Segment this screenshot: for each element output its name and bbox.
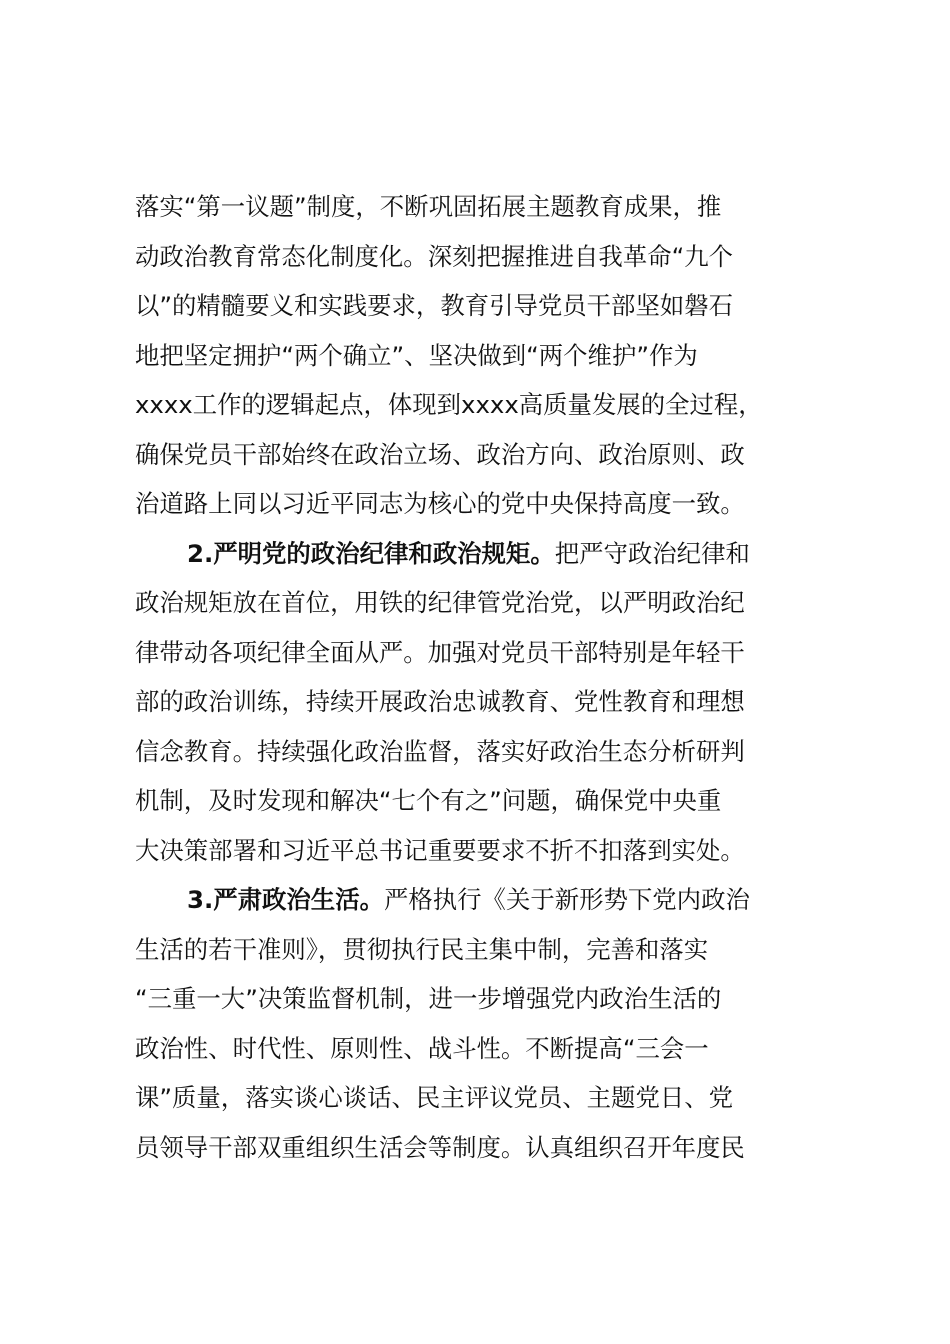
- section-2-lead-text: 把严守政治纪律和: [554, 538, 750, 568]
- body-line: 地把坚定拥护“两个确立”、坚决做到“两个维护”作为: [135, 340, 698, 370]
- body-line: 政治规矩放在首位，用铁的纪律管党治党，以严明政治纪: [135, 588, 745, 617]
- document-body: [135, 182, 835, 1172]
- body-line: 以”的精髓要义和实践要求，教育引导党员干部坚如磐石: [135, 291, 734, 320]
- section-3-first-line: [135, 875, 835, 925]
- body-line: 落实“第一议题”制度，不断巩固拓展主题教育成果，推: [135, 192, 722, 221]
- body-line: 律带动各项纪律全面从严。加强对党员干部特别是年轻干: [135, 637, 745, 667]
- body-line: 治道路上同以习近平同志为核心的党中央保持高度一致。: [135, 489, 745, 518]
- body-line: 课”质量，落实谈心谈话、民主评议党员、主题党日、党: [135, 1083, 734, 1112]
- body-line: 大决策部署和习近平总书记重要要求不折不扣落到实处。: [135, 835, 745, 865]
- section-2-heading: 2.严明党的政治纪律和政治规矩。: [187, 538, 555, 568]
- body-line: 生活的若干准则》，贯彻执行民主集中制，完善和落实: [135, 934, 709, 964]
- body-line: 机制，及时发现和解决“七个有之”问题，确保党中央重: [135, 786, 722, 815]
- section-3-lead-text: 严格执行《关于新形势下党内政治: [383, 885, 750, 914]
- section-2-first-line: [135, 529, 835, 579]
- body-line: 确保党员干部始终在政治立场、政治方向、政治原则、政: [135, 439, 745, 469]
- body-line: 动政治教育常态化制度化。深刻把握推进自我革命“九个: [135, 241, 734, 271]
- body-line: 员领导干部双重组织生活会等制度。认真组织召开年度民: [135, 1132, 745, 1162]
- section-3-heading: 3.严肃政治生活。: [187, 885, 384, 914]
- body-line: xxxx工作的逻辑起点，体现到xxxx高质量发展的全过程，: [135, 390, 763, 419]
- body-line: 部的政治训练，持续开展政治忠诚教育、党性教育和理想: [135, 687, 745, 716]
- body-line: 政治性、时代性、原则性、战斗性。不断提高“三会一: [135, 1033, 709, 1063]
- body-line: “三重一大”决策监督机制，进一步增强党内政治生活的: [135, 984, 722, 1013]
- body-line: 信念教育。持续强化政治监督，落实好政治生态分析研判: [135, 736, 745, 766]
